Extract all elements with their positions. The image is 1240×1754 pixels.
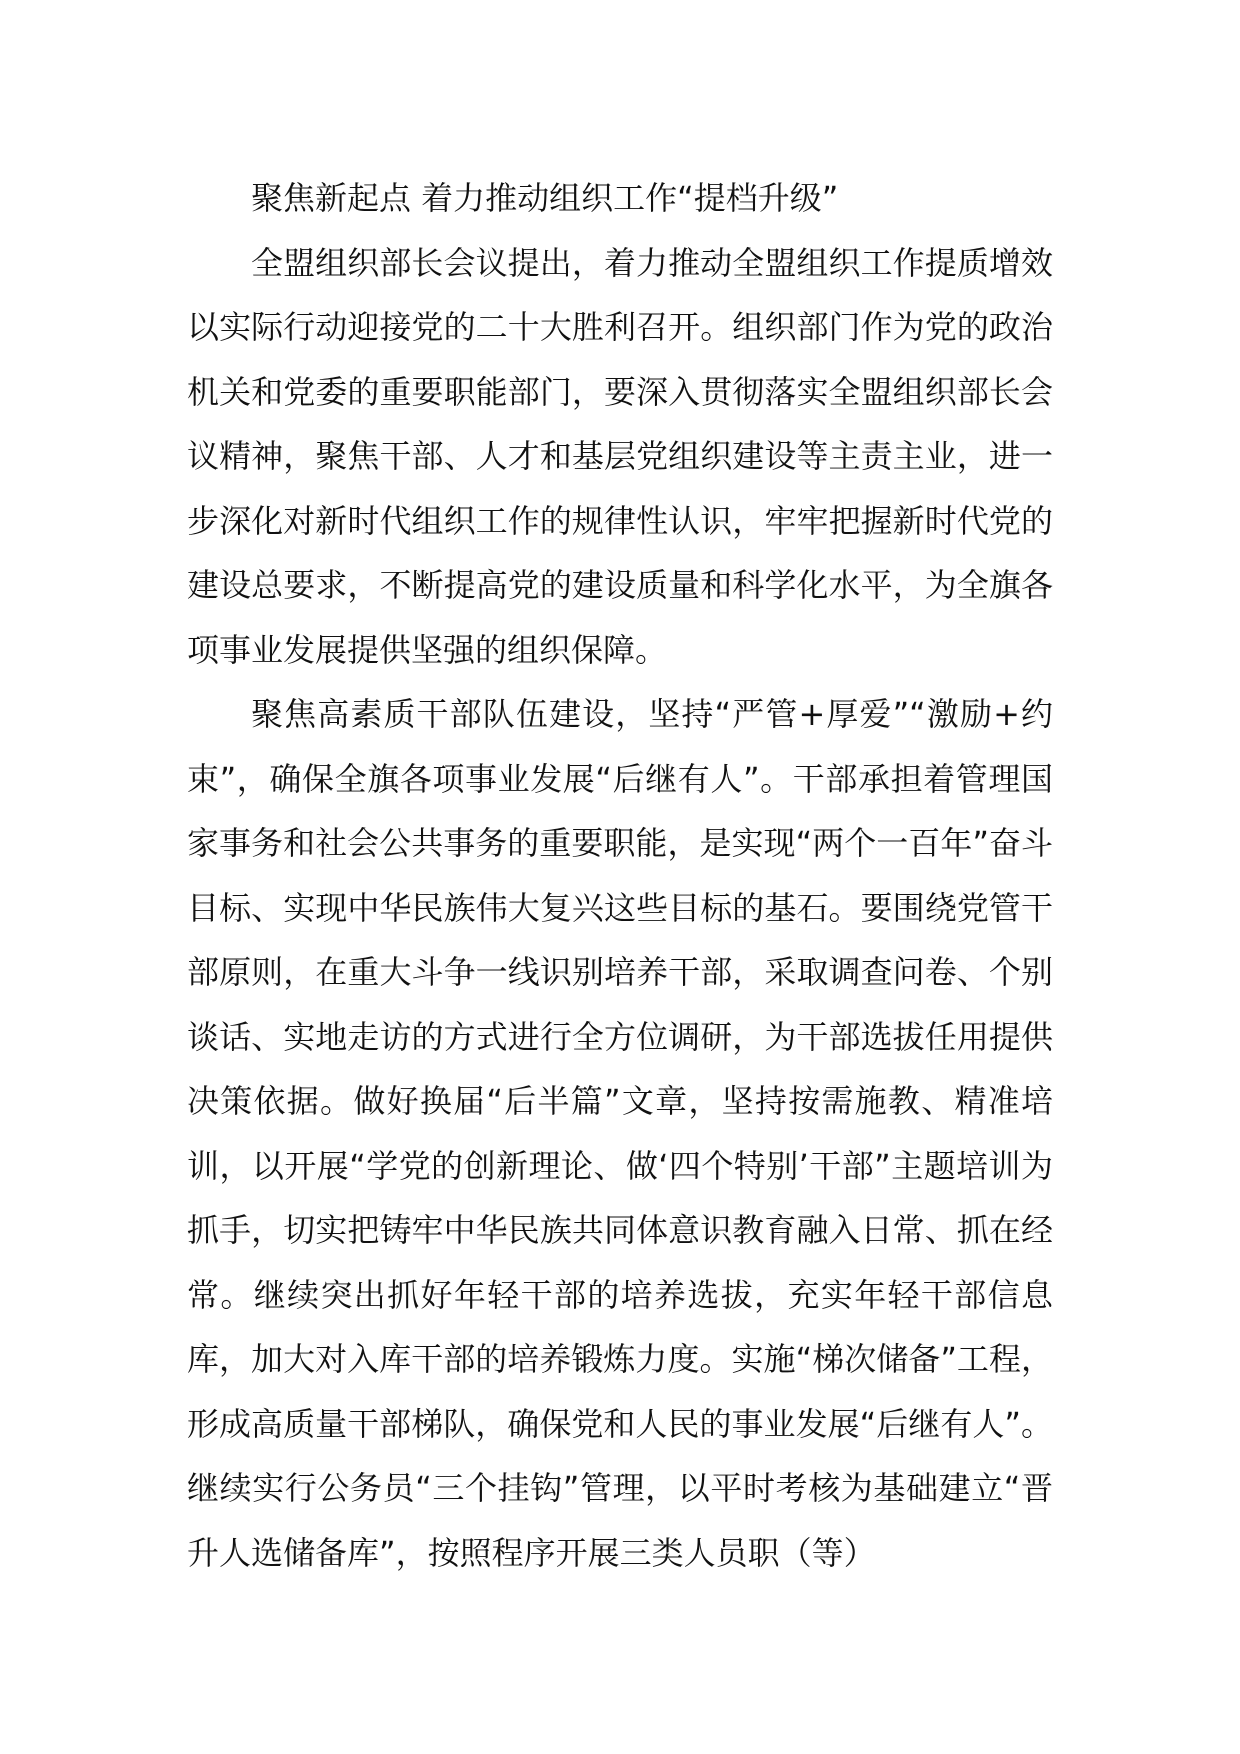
- document-body: [187, 166, 1053, 1585]
- paragraph-1: 全盟组织部长会议提出，着力推动全盟组织工作提质增效以实际行动迎接党的二十大胜利召开。组织部门作为党的政治机关和党委的重要职能部门，要深入贯彻落实全盟组织部长会议精神，聚焦干部、人才和基层党组织建设等主责主业，进一步深化对新时代组织工作的规律性认识，牢牢把握新时代党的建设总要求，不断提高党的建设质量和科学化水平，为全旗各项事业发展提供坚强的组织保障。: [187, 243, 1053, 669]
- paragraph-2: 聚焦高素质干部队伍建设，坚持“严管+厚爱”“激励+约束”，确保全旗各项事业发展“后继有人”。干部承担着管理国家事务和社会公共事务的重要职能，是实现“两个一百年”奋斗目标、实现中华民族伟大复兴这些目标的基石。要围绕党管干部原则，在重大斗争一线识别培养干部，采取调查问卷、个别谈话、实地走访的方式进行全方位调研，为干部选拔任用提供决策依据。做好换届“后半篇”文章，坚持按需施教、精准培训，以开展“学党的创新理论、做‘四个特别’干部”主题培训为抓手，切实把铸牢中华民族共同体意识教育融入日常、抓在经常。继续突出抓好年轻干部的培养选拔，充实年轻干部信息库，加大对入库干部的培养锻炼力度。实施“梯次储备”工程，形成高质量干部梯队，确保党和人民的事业发展“后继有人”。继续实行公务员“三个挂钩”管理，以平时考核为基础建立“晋升人选储备库”，按照程序开展三类人员职（等）: [187, 695, 1053, 1572]
- document-title: 聚焦新起点 着力推动组织工作“提档升级”: [251, 179, 839, 217]
